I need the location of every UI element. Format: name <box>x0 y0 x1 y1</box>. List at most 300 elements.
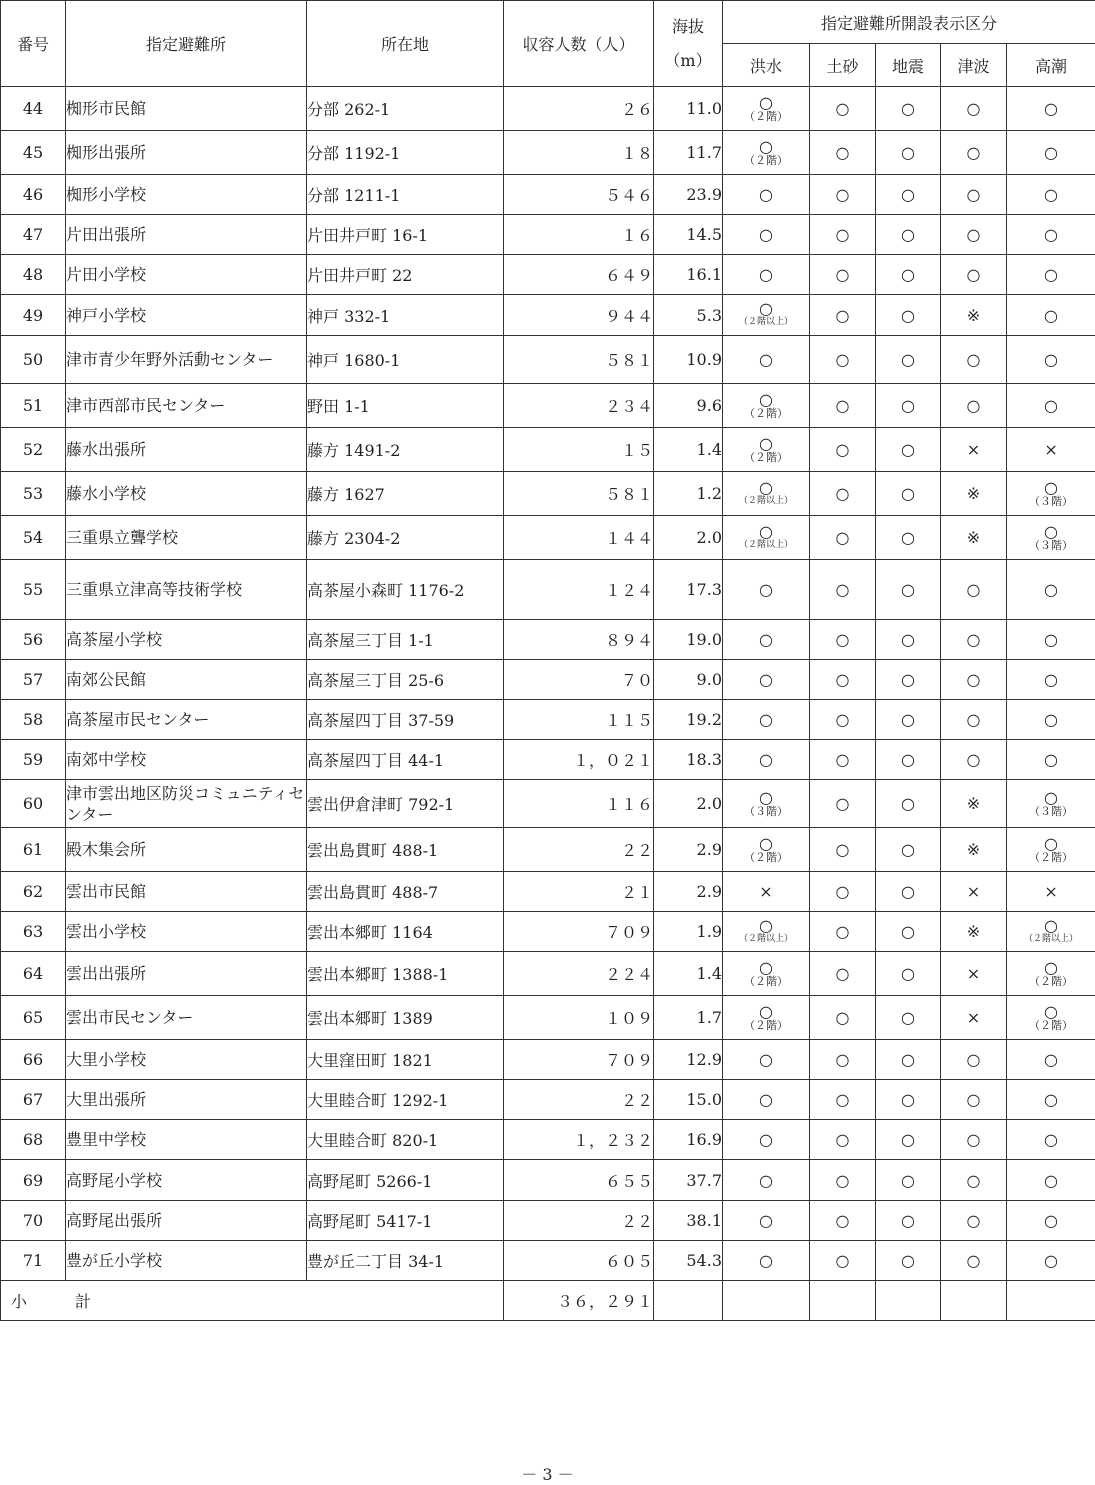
row-number: 44 <box>1 87 66 131</box>
shelter-address: 分部 262-1 <box>307 87 504 131</box>
flag-landslide <box>810 1201 876 1241</box>
flag-floor-note: （２階） <box>1007 975 1095 988</box>
flag-storm-surge <box>1007 872 1095 912</box>
shelter-address: 高野尾町 5417-1 <box>307 1201 504 1241</box>
shelter-capacity: ９４４ <box>504 295 654 336</box>
flag-mark: ※ <box>941 796 1006 811</box>
row-number: 59 <box>1 740 66 780</box>
flag-mark: ○ <box>1007 1213 1095 1228</box>
flag-tsunami <box>941 428 1007 472</box>
flag-mark: ○ <box>810 1132 875 1147</box>
header-type-flood: 洪水 <box>723 44 810 87</box>
flag-landslide <box>810 1040 876 1080</box>
flag-mark: ○ <box>876 924 940 939</box>
flag-mark: ○ <box>810 1092 875 1107</box>
shelter-name: 神戸小学校 <box>66 295 307 336</box>
subtotal-empty <box>810 1281 876 1321</box>
flag-mark: ○ <box>876 1010 940 1025</box>
flag-tsunami <box>941 516 1007 560</box>
shelter-address: 分部 1192-1 <box>307 131 504 175</box>
header-type-earthquake: 地震 <box>876 44 941 87</box>
flag-mark: ○ <box>810 145 875 160</box>
shelter-address: 高茶屋四丁目 37-59 <box>307 700 504 740</box>
flag-storm-surge <box>1007 215 1095 255</box>
flag-flood <box>723 215 810 255</box>
shelter-elevation: 37.7 <box>654 1160 723 1201</box>
flag-storm-surge <box>1007 295 1095 336</box>
flag-mark: ○ <box>941 398 1006 413</box>
shelter-name: 藤水出張所 <box>66 428 307 472</box>
flag-flood <box>723 660 810 700</box>
flag-mark: ○ <box>810 632 875 647</box>
flag-mark: ○ <box>810 966 875 981</box>
flag-storm-surge <box>1007 87 1095 131</box>
flag-mark: ○ <box>810 842 875 857</box>
flag-flood <box>723 1241 810 1281</box>
shelter-capacity: １１６ <box>504 780 654 828</box>
flag-mark: ○ <box>876 227 940 242</box>
table-row <box>1 872 1095 912</box>
flag-mark: ○ <box>1007 398 1095 413</box>
shelter-capacity: ８９４ <box>504 620 654 660</box>
subtotal-empty <box>1007 1281 1095 1321</box>
shelter-address: 分部 1211-1 <box>307 175 504 215</box>
flag-tsunami <box>941 336 1007 384</box>
shelter-address: 雲出島貫町 488-7 <box>307 872 504 912</box>
header-type-tsunami: 津波 <box>941 44 1007 87</box>
flag-earthquake <box>876 1201 941 1241</box>
flag-flood <box>723 996 810 1040</box>
table-row <box>1 620 1095 660</box>
flag-flood <box>723 472 810 516</box>
flag-mark: ○ <box>810 1173 875 1188</box>
flag-flood <box>723 740 810 780</box>
shelter-capacity: ７０９ <box>504 912 654 952</box>
flag-mark: ○ <box>1007 1004 1095 1019</box>
flag-mark: ○ <box>876 1253 940 1268</box>
shelter-capacity: １，０２１ <box>504 740 654 780</box>
table-row <box>1 1080 1095 1120</box>
flag-mark: ○ <box>810 796 875 811</box>
shelter-address: 雲出本郷町 1388-1 <box>307 952 504 996</box>
shelter-capacity: １５ <box>504 428 654 472</box>
shelter-name: 片田小学校 <box>66 255 307 295</box>
flag-tsunami <box>941 780 1007 828</box>
table-row <box>1 87 1095 131</box>
flag-earthquake <box>876 740 941 780</box>
flag-floor-note: （２階） <box>723 154 809 167</box>
flag-mark: ○ <box>810 924 875 939</box>
flag-mark: ○ <box>810 267 875 282</box>
flag-storm-surge <box>1007 740 1095 780</box>
flag-flood <box>723 780 810 828</box>
shelter-name: 雲出小学校 <box>66 912 307 952</box>
table-header <box>1 1 1095 87</box>
shelter-name: 津市雲出地区防災コミュニティセンター <box>66 780 307 828</box>
flag-storm-surge <box>1007 1040 1095 1080</box>
table-row <box>1 560 1095 620</box>
shelter-name: 椥形小学校 <box>66 175 307 215</box>
flag-landslide <box>810 620 876 660</box>
flag-tsunami <box>941 620 1007 660</box>
flag-mark: ○ <box>723 836 809 851</box>
flag-mark: ○ <box>941 145 1006 160</box>
shelter-address: 大里睦合町 1292-1 <box>307 1080 504 1120</box>
table-row <box>1 780 1095 828</box>
shelter-name: 高野尾小学校 <box>66 1160 307 1201</box>
flag-mark: ※ <box>941 308 1006 323</box>
flag-floor-note: （３階） <box>1007 495 1095 508</box>
flag-mark: ○ <box>1007 1132 1095 1147</box>
flag-mark: ○ <box>876 672 940 687</box>
table-row <box>1 952 1095 996</box>
flag-flood <box>723 828 810 872</box>
shelter-elevation: 2.0 <box>654 516 723 560</box>
flag-storm-surge <box>1007 660 1095 700</box>
flag-landslide <box>810 952 876 996</box>
flag-floor-note: （３階） <box>1007 539 1095 552</box>
row-number: 50 <box>1 336 66 384</box>
flag-floor-note: （２階以上） <box>723 316 809 329</box>
flag-mark: ○ <box>810 352 875 367</box>
flag-earthquake <box>876 780 941 828</box>
flag-landslide <box>810 336 876 384</box>
flag-mark: ○ <box>876 712 940 727</box>
flag-mark: ○ <box>876 101 940 116</box>
row-number: 70 <box>1 1201 66 1241</box>
shelter-capacity: １，２３２ <box>504 1120 654 1160</box>
row-number: 56 <box>1 620 66 660</box>
flag-floor-note: （２階以上） <box>723 933 809 946</box>
flag-storm-surge <box>1007 912 1095 952</box>
flag-mark: ○ <box>723 267 809 282</box>
flag-storm-surge <box>1007 1080 1095 1120</box>
shelter-name: 豊里中学校 <box>66 1120 307 1160</box>
flag-mark: ○ <box>1007 672 1095 687</box>
row-number: 69 <box>1 1160 66 1201</box>
flag-mark: ○ <box>876 966 940 981</box>
flag-mark: ○ <box>810 582 875 597</box>
flag-landslide <box>810 255 876 295</box>
flag-landslide <box>810 560 876 620</box>
shelter-address: 雲出本郷町 1164 <box>307 912 504 952</box>
row-number: 63 <box>1 912 66 952</box>
flag-landslide <box>810 912 876 952</box>
flag-mark: ※ <box>941 530 1006 545</box>
shelter-address: 神戸 1680-1 <box>307 336 504 384</box>
table-row <box>1 912 1095 952</box>
flag-mark: ○ <box>876 308 940 323</box>
shelter-address: 藤方 2304-2 <box>307 516 504 560</box>
flag-floor-note: （２階） <box>1007 851 1095 864</box>
shelter-elevation: 16.9 <box>654 1120 723 1160</box>
shelter-name: 三重県立聾学校 <box>66 516 307 560</box>
shelter-elevation: 10.9 <box>654 336 723 384</box>
flag-landslide <box>810 740 876 780</box>
row-number: 45 <box>1 131 66 175</box>
flag-landslide <box>810 87 876 131</box>
flag-floor-note: （２階） <box>723 407 809 420</box>
flag-mark: ○ <box>810 187 875 202</box>
flag-mark: ○ <box>723 352 809 367</box>
flag-mark: ○ <box>810 1052 875 1067</box>
header-type-storm-surge: 高潮 <box>1007 44 1095 87</box>
header-capacity: 収容人数（人） <box>504 1 654 87</box>
flag-mark: ○ <box>810 530 875 545</box>
shelter-elevation: 16.1 <box>654 255 723 295</box>
row-number: 49 <box>1 295 66 336</box>
flag-mark: ○ <box>810 227 875 242</box>
flag-storm-surge <box>1007 1241 1095 1281</box>
header-elevation <box>654 1 723 87</box>
shelter-elevation: 54.3 <box>654 1241 723 1281</box>
row-number: 61 <box>1 828 66 872</box>
shelter-capacity: ２２ <box>504 1201 654 1241</box>
flag-mark: ○ <box>810 308 875 323</box>
shelter-capacity: ６５５ <box>504 1160 654 1201</box>
flag-mark: ○ <box>1007 101 1095 116</box>
shelter-name: 椥形出張所 <box>66 131 307 175</box>
shelter-capacity: ５４６ <box>504 175 654 215</box>
shelter-address: 藤方 1491-2 <box>307 428 504 472</box>
shelter-address: 雲出本郷町 1389 <box>307 996 504 1040</box>
flag-storm-surge <box>1007 620 1095 660</box>
shelter-name: 南郊公民館 <box>66 660 307 700</box>
shelter-capacity: ６４９ <box>504 255 654 295</box>
shelter-capacity: ２３４ <box>504 384 654 428</box>
flag-mark: × <box>723 884 809 899</box>
header-elevation-unit: （m） <box>654 51 722 71</box>
flag-flood <box>723 175 810 215</box>
shelter-elevation: 18.3 <box>654 740 723 780</box>
shelter-elevation: 9.0 <box>654 660 723 700</box>
row-number: 62 <box>1 872 66 912</box>
flag-mark: ○ <box>941 1173 1006 1188</box>
flag-mark: ○ <box>723 918 809 933</box>
flag-mark: ○ <box>1007 1052 1095 1067</box>
shelter-name: 雲出市民館 <box>66 872 307 912</box>
table-row <box>1 295 1095 336</box>
flag-mark: ○ <box>1007 187 1095 202</box>
flag-landslide <box>810 1080 876 1120</box>
flag-storm-surge <box>1007 516 1095 560</box>
shelter-name: 藤水小学校 <box>66 472 307 516</box>
flag-mark: ○ <box>1007 267 1095 282</box>
flag-floor-note: （２階以上） <box>1007 933 1095 946</box>
flag-mark: ○ <box>1007 1253 1095 1268</box>
flag-flood <box>723 1160 810 1201</box>
flag-storm-surge <box>1007 384 1095 428</box>
flag-earthquake <box>876 472 941 516</box>
flag-mark: ○ <box>876 842 940 857</box>
flag-mark: ※ <box>941 842 1006 857</box>
flag-mark: ○ <box>1007 960 1095 975</box>
table-row <box>1 1241 1095 1281</box>
flag-mark: ○ <box>723 301 809 316</box>
flag-mark: ○ <box>723 227 809 242</box>
shelter-name: 高茶屋小学校 <box>66 620 307 660</box>
flag-floor-note: （２階） <box>723 1019 809 1032</box>
flag-storm-surge <box>1007 255 1095 295</box>
page-number: － 3 － <box>0 1462 1095 1485</box>
flag-floor-note: （３階） <box>723 805 809 818</box>
flag-flood <box>723 912 810 952</box>
shelter-name: 高茶屋市民センター <box>66 700 307 740</box>
flag-mark: ○ <box>876 530 940 545</box>
shelter-name: 津市青少年野外活動センター <box>66 336 307 384</box>
table-row <box>1 175 1095 215</box>
flag-flood <box>723 1120 810 1160</box>
flag-mark: ○ <box>876 752 940 767</box>
subtotal-empty <box>654 1281 723 1321</box>
shelter-elevation: 19.2 <box>654 700 723 740</box>
flag-mark: ○ <box>876 1092 940 1107</box>
flag-mark: ○ <box>876 796 940 811</box>
flag-flood <box>723 384 810 428</box>
flag-earthquake <box>876 87 941 131</box>
flag-earthquake <box>876 295 941 336</box>
table-row <box>1 428 1095 472</box>
flag-tsunami <box>941 1040 1007 1080</box>
shelter-elevation: 2.9 <box>654 872 723 912</box>
row-number: 64 <box>1 952 66 996</box>
flag-mark: ○ <box>810 672 875 687</box>
subtotal-row <box>1 1281 1095 1321</box>
flag-flood <box>723 295 810 336</box>
flag-tsunami <box>941 912 1007 952</box>
flag-tsunami <box>941 215 1007 255</box>
shelter-capacity: １１５ <box>504 700 654 740</box>
shelter-name: 大里出張所 <box>66 1080 307 1120</box>
flag-earthquake <box>876 175 941 215</box>
flag-mark: ○ <box>810 712 875 727</box>
flag-tsunami <box>941 828 1007 872</box>
header-address: 所在地 <box>307 1 504 87</box>
flag-mark: ○ <box>876 145 940 160</box>
flag-mark: ○ <box>810 398 875 413</box>
flag-mark: ○ <box>723 672 809 687</box>
flag-mark: ○ <box>1007 836 1095 851</box>
flag-mark: ○ <box>723 1052 809 1067</box>
flag-tsunami <box>941 175 1007 215</box>
flag-storm-surge <box>1007 828 1095 872</box>
flag-mark: ○ <box>941 1213 1006 1228</box>
flag-earthquake <box>876 952 941 996</box>
flag-mark: ○ <box>1007 1092 1095 1107</box>
shelter-elevation: 2.0 <box>654 780 723 828</box>
flag-flood <box>723 620 810 660</box>
flag-storm-surge <box>1007 952 1095 996</box>
flag-storm-surge <box>1007 780 1095 828</box>
flag-mark: ○ <box>723 1253 809 1268</box>
flag-storm-surge <box>1007 428 1095 472</box>
table-row <box>1 215 1095 255</box>
flag-mark: ○ <box>723 95 809 110</box>
flag-mark: ○ <box>1007 352 1095 367</box>
shelter-address: 片田井戸町 16-1 <box>307 215 504 255</box>
flag-floor-note: （２階以上） <box>723 495 809 508</box>
header-type-landslide: 土砂 <box>810 44 876 87</box>
shelter-elevation: 17.3 <box>654 560 723 620</box>
flag-mark: × <box>941 442 1006 457</box>
flag-mark: ○ <box>810 752 875 767</box>
flag-mark: × <box>941 884 1006 899</box>
shelter-address: 高野尾町 5266-1 <box>307 1160 504 1201</box>
shelter-capacity: ５８１ <box>504 336 654 384</box>
shelter-elevation: 5.3 <box>654 295 723 336</box>
flag-mark: ○ <box>941 227 1006 242</box>
shelter-capacity: ６０５ <box>504 1241 654 1281</box>
flag-earthquake <box>876 996 941 1040</box>
flag-mark: ○ <box>941 672 1006 687</box>
shelter-name: 片田出張所 <box>66 215 307 255</box>
flag-mark: ○ <box>941 352 1006 367</box>
flag-mark: ○ <box>723 392 809 407</box>
flag-mark: ○ <box>810 884 875 899</box>
shelter-elevation: 19.0 <box>654 620 723 660</box>
shelter-elevation: 15.0 <box>654 1080 723 1120</box>
flag-floor-note: （２階以上） <box>723 539 809 552</box>
flag-mark: ○ <box>1007 712 1095 727</box>
flag-mark: ○ <box>941 267 1006 282</box>
shelter-elevation: 12.9 <box>654 1040 723 1080</box>
flag-earthquake <box>876 215 941 255</box>
flag-mark: ○ <box>723 1004 809 1019</box>
flag-flood <box>723 336 810 384</box>
flag-mark: ○ <box>941 752 1006 767</box>
table-row <box>1 1120 1095 1160</box>
shelter-elevation: 2.9 <box>654 828 723 872</box>
flag-mark: ○ <box>723 480 809 495</box>
flag-mark: ○ <box>876 1173 940 1188</box>
shelter-name: 豊が丘小学校 <box>66 1241 307 1281</box>
flag-mark: ○ <box>1007 524 1095 539</box>
flag-mark: ○ <box>810 1213 875 1228</box>
flag-flood <box>723 428 810 472</box>
flag-mark: ○ <box>810 1010 875 1025</box>
shelter-elevation: 1.7 <box>654 996 723 1040</box>
row-number: 65 <box>1 996 66 1040</box>
flag-landslide <box>810 828 876 872</box>
shelter-capacity: １８ <box>504 131 654 175</box>
flag-mark: × <box>941 966 1006 981</box>
flag-earthquake <box>876 560 941 620</box>
flag-floor-note: （３階） <box>1007 805 1095 818</box>
flag-floor-note: （２階） <box>723 975 809 988</box>
flag-flood <box>723 872 810 912</box>
row-number: 57 <box>1 660 66 700</box>
shelter-capacity: ２２ <box>504 1080 654 1120</box>
row-number: 58 <box>1 700 66 740</box>
subtotal-empty <box>723 1281 810 1321</box>
shelter-name: 南郊中学校 <box>66 740 307 780</box>
shelter-name: 三重県立津高等技術学校 <box>66 560 307 620</box>
flag-storm-surge <box>1007 1201 1095 1241</box>
flag-mark: ○ <box>941 1132 1006 1147</box>
flag-tsunami <box>941 740 1007 780</box>
table-row <box>1 1160 1095 1201</box>
shelter-address: 雲出島貫町 488-1 <box>307 828 504 872</box>
flag-mark: ○ <box>941 712 1006 727</box>
shelter-address: 片田井戸町 22 <box>307 255 504 295</box>
table-row <box>1 1201 1095 1241</box>
table-body <box>1 87 1095 1281</box>
flag-flood <box>723 516 810 560</box>
flag-mark: ○ <box>941 632 1006 647</box>
shelter-capacity: １０９ <box>504 996 654 1040</box>
flag-landslide <box>810 175 876 215</box>
flag-landslide <box>810 472 876 516</box>
